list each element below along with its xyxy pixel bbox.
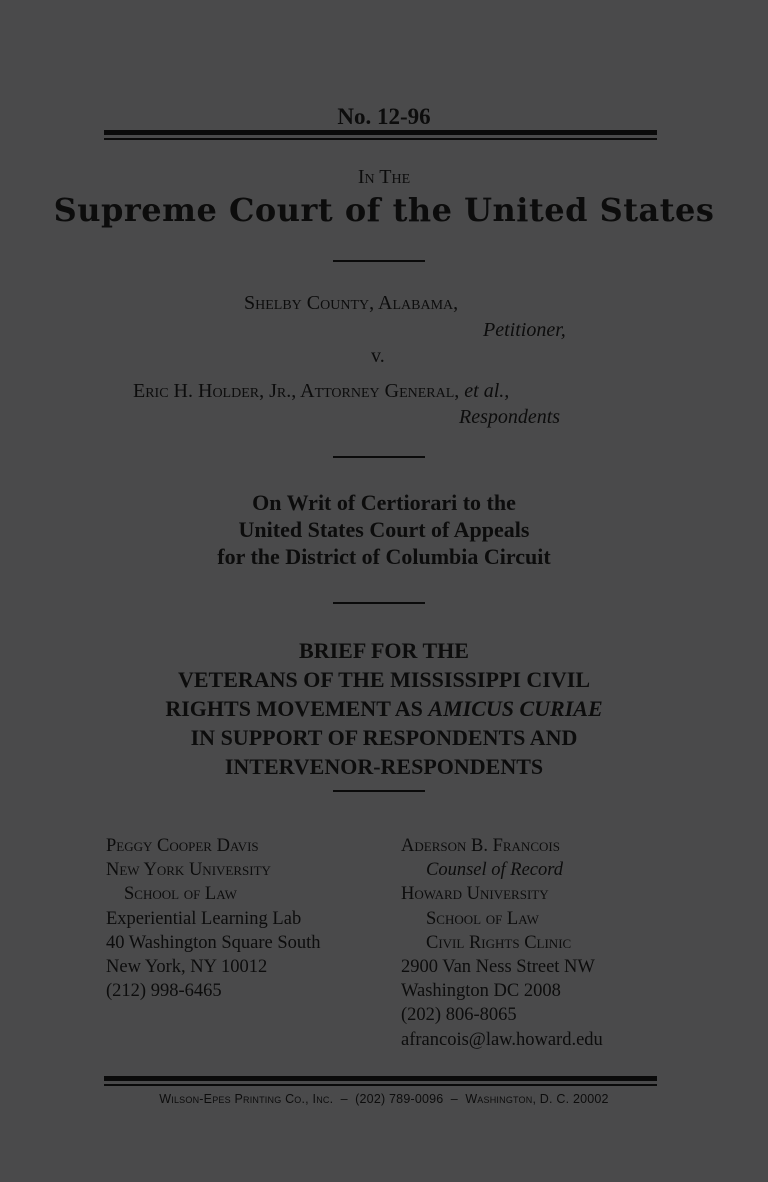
footer-separator-2: –: [450, 1092, 458, 1106]
footer-separator-1: –: [340, 1092, 348, 1106]
writ-statement: [0, 489, 768, 570]
counsel-right-institution: Howard University: [401, 884, 549, 905]
respondent-role: Respondents: [459, 406, 561, 428]
writ-line-3: for the District of Columbia Circuit: [217, 544, 551, 569]
counsel-right-email: afrancois@law.howard.edu: [401, 1029, 603, 1050]
counsel-left-name: Peggy Cooper Davis: [106, 836, 259, 856]
brief-title-line-5: INTERVENOR-RESPONDENTS: [224, 754, 544, 779]
counsel-left-street: 40 Washington Square South: [106, 932, 321, 953]
respondent-line: [133, 380, 509, 403]
brief-title: [0, 636, 768, 781]
counsel-left-institution: New York University: [106, 860, 271, 881]
counsel-right-name: Aderson B. Francois: [401, 836, 560, 856]
brief-title-line-3a: RIGHTS MOVEMENT AS: [165, 696, 429, 721]
bottom-double-rule-thick: [104, 1076, 657, 1081]
counsel-left-phone: (212) 998-6465: [106, 981, 222, 1002]
bottom-double-rule-thin: [104, 1084, 657, 1086]
writ-line-1: On Writ of Certiorari to the: [252, 490, 516, 515]
printer-name: Wilson-Epes Printing Co., Inc.: [159, 1092, 334, 1106]
petitioner-role: Petitioner,: [483, 319, 566, 341]
versus: v.: [371, 345, 385, 367]
writ-line-2: United States Court of Appeals: [238, 517, 530, 542]
printer-footer: [0, 1092, 768, 1106]
counsel-left-lab: Experiential Learning Lab: [106, 908, 302, 929]
in-the-label: In The: [357, 166, 411, 188]
respondent-party: Eric H. Holder, Jr., Attorney General,: [133, 380, 460, 402]
divider-3: [333, 602, 425, 604]
printer-phone: (202) 789-0096: [355, 1092, 444, 1106]
petitioner-party: Shelby County, Alabama,: [244, 292, 459, 314]
top-double-rule-thick: [104, 130, 657, 135]
counsel-left-school: School of Law: [124, 884, 237, 905]
brief-title-line-2: VETERANS OF THE MISSISSIPPI CIVIL: [177, 667, 590, 692]
counsel-right-phone: (202) 806-8065: [401, 1005, 517, 1026]
respondent-et-al: et al.,: [464, 380, 510, 402]
docket-number: No. 12-96: [337, 104, 431, 129]
printer-location: Washington, D. C. 20002: [465, 1092, 609, 1106]
divider-4: [333, 790, 425, 792]
counsel-right-street: 2900 Van Ness Street NW: [401, 957, 595, 978]
brief-title-line-3: [0, 694, 768, 723]
divider-2: [333, 456, 425, 458]
top-double-rule-thin: [104, 138, 657, 140]
counsel-left-city: New York, NY 10012: [106, 957, 268, 978]
counsel-right-city: Washington DC 2008: [401, 981, 561, 1002]
counsel-of-record: Counsel of Record: [426, 860, 564, 881]
counsel-right-school: School of Law: [426, 908, 539, 929]
brief-title-line-4: IN SUPPORT OF RESPONDENTS AND: [190, 725, 578, 750]
divider-1: [333, 260, 425, 262]
brief-title-line-1: BRIEF FOR THE: [299, 638, 469, 663]
counsel-right-clinic: Civil Rights Clinic: [426, 932, 572, 953]
court-name: Supreme Court of the United States: [53, 191, 715, 229]
counsel-left-block: [106, 834, 321, 1003]
counsel-right-block: [401, 834, 603, 1052]
amicus-curiae-text: AMICUS CURIAE: [428, 696, 603, 721]
